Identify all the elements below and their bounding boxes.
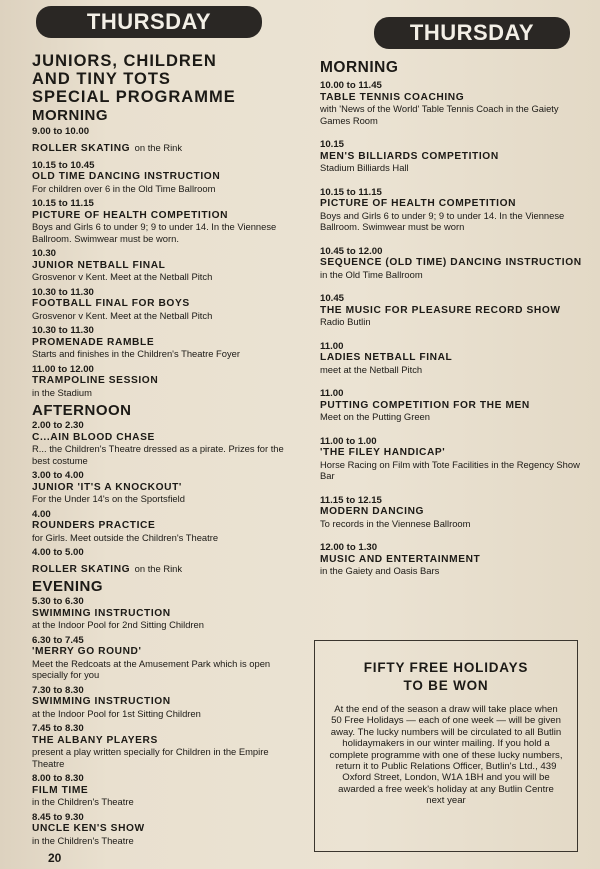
section-heading-morning-right: MORNING bbox=[320, 59, 399, 76]
event-time: 10.30 to 11.30 bbox=[32, 286, 94, 298]
event-item bbox=[32, 248, 294, 283]
event-time: 7.30 to 8.30 bbox=[32, 684, 84, 696]
event-item bbox=[32, 287, 294, 322]
event-time: 9.00 to 10.00 bbox=[32, 126, 90, 137]
event-title: TABLE TENNIS COACHING bbox=[320, 91, 465, 103]
event-title: FOOTBALL FINAL FOR BOYS bbox=[32, 298, 190, 309]
event-item bbox=[32, 420, 294, 466]
prize-title-line: FIFTY FREE HOLIDAYS bbox=[363, 660, 529, 675]
event-title: SWIMMING INSTRUCTION bbox=[32, 607, 171, 619]
event-time: 10.45 to 12.00 bbox=[320, 245, 383, 257]
event-time: 12.00 to 1.30 bbox=[320, 542, 378, 553]
event-time: 7.45 to 8.30 bbox=[32, 723, 84, 734]
event-title: OLD TIME DANCING INSTRUCTION bbox=[32, 171, 221, 182]
event-inline-desc: on the Rink bbox=[134, 562, 183, 574]
day-banner-left: THURSDAY bbox=[36, 6, 262, 38]
event-item bbox=[32, 325, 294, 360]
event-time: 11.00 to 12.00 bbox=[32, 363, 94, 375]
event-title: TRAMPOLINE SESSION bbox=[32, 375, 159, 386]
event-title: SEQUENCE (OLD TIME) DANCING INSTRUCTION bbox=[320, 257, 582, 268]
event-time: 2.00 to 2.30 bbox=[32, 420, 84, 431]
event-item bbox=[320, 436, 582, 482]
event-description: Meet the Redcoats at the Amusement Park which is open specially for you bbox=[32, 657, 271, 680]
event-title: ROUNDERS PRACTICE bbox=[32, 520, 156, 531]
event-description: with 'News of the World' Table Tennis Coach in the Gaiety Games Room bbox=[320, 103, 559, 126]
event-time: 11.00 to 1.00 bbox=[320, 435, 377, 447]
event-item bbox=[32, 685, 294, 720]
event-description: Boys and Girls 6 to under 9; 9 to under 14. In the Viennese Ballroom. Swimwear must be worn. bbox=[32, 221, 277, 244]
event-title: JUNIOR NETBALL FINAL bbox=[32, 259, 166, 271]
event-title: MODERN DANCING bbox=[320, 506, 425, 517]
event-title: SWIMMING INSTRUCTION bbox=[32, 696, 171, 707]
event-item bbox=[32, 596, 294, 631]
prize-title-line: TO BE WON bbox=[403, 678, 489, 693]
prize-title bbox=[329, 659, 563, 695]
event-item bbox=[320, 139, 582, 174]
event-title: MUSIC AND ENTERTAINMENT bbox=[320, 553, 481, 565]
event-description: in the Children's Theatre bbox=[32, 834, 134, 846]
event-description: Grosvenor v Kent. Meet at the Netball Pitch bbox=[32, 271, 213, 282]
event-list-evening bbox=[32, 596, 294, 850]
event-time: 10.00 to 11.45 bbox=[320, 80, 382, 91]
event-list-morning bbox=[32, 126, 294, 402]
event-time: 10.15 bbox=[320, 139, 345, 150]
event-time: 6.30 to 7.45 bbox=[32, 634, 84, 646]
section-heading-morning: MORNING bbox=[32, 107, 108, 124]
event-description: Meet on the Putting Green bbox=[320, 411, 430, 422]
event-item bbox=[32, 160, 294, 195]
event-list-right bbox=[320, 80, 582, 581]
event-time: 10.15 to 11.15 bbox=[32, 198, 94, 209]
day-banner-right: THURSDAY bbox=[374, 17, 570, 49]
event-description: in the Children's Theatre bbox=[32, 796, 134, 807]
event-time: 10.15 to 11.15 bbox=[320, 186, 382, 198]
section-heading-afternoon: AFTERNOON bbox=[32, 402, 132, 419]
event-description: for Girls. Meet outside the Children's Theatre bbox=[32, 531, 219, 543]
event-title: THE MUSIC FOR PLEASURE RECORD SHOW bbox=[320, 304, 561, 316]
prize-body: At the end of the season a draw will take place when 50 Free Holidays — each of one week — will be given away. The lucky numbers will be circulated to all Butlin holidaymakers in our winter mailing. If you hold a complete programme with one of these lucky numbers, return it to Public Relations Officer, Butlin's Ltd., 439 Oxford Street, London, W1A 1BH and you will be awarded a free week's holiday at any Butlin Centre next year bbox=[329, 704, 563, 807]
event-description: Grosvenor v Kent. Meet at the Netball Pitch bbox=[32, 309, 213, 321]
event-description: For children over 6 in the Old Time Ballroom bbox=[32, 182, 216, 194]
event-time: 10.15 to 10.45 bbox=[32, 159, 95, 171]
event-title: PICTURE OF HEALTH COMPETITION bbox=[320, 198, 517, 209]
event-item bbox=[32, 126, 294, 156]
event-title: FILM TIME bbox=[32, 784, 89, 796]
event-item bbox=[320, 187, 582, 233]
event-list-afternoon bbox=[32, 420, 294, 581]
programme-title bbox=[32, 52, 236, 106]
event-time: 11.00 bbox=[320, 388, 344, 399]
prize-box bbox=[314, 640, 578, 852]
event-title: LADIES NETBALL FINAL bbox=[320, 352, 453, 363]
title-line: SPECIAL PROGRAMME bbox=[32, 88, 236, 106]
event-item bbox=[320, 495, 582, 530]
event-description: at the Indoor Pool for 2nd Sitting Children bbox=[32, 619, 204, 630]
event-item bbox=[32, 773, 294, 808]
event-item bbox=[32, 812, 294, 847]
event-time: 8.00 to 8.30 bbox=[32, 773, 84, 784]
event-item bbox=[32, 509, 294, 544]
event-time: 4.00 bbox=[32, 508, 51, 520]
event-time: 10.30 to 11.30 bbox=[32, 325, 94, 336]
event-title: 'THE FILEY HANDICAP' bbox=[320, 447, 446, 458]
event-time: 8.45 to 9.30 bbox=[32, 811, 84, 823]
title-line: JUNIORS, CHILDREN bbox=[32, 52, 217, 70]
event-title: C...AIN BLOOD CHASE bbox=[32, 431, 155, 443]
event-description: in the Gaiety and Oasis Bars bbox=[320, 565, 440, 576]
event-time: 11.00 bbox=[320, 340, 344, 352]
event-inline-desc: on the Rink bbox=[134, 141, 183, 153]
event-title: UNCLE KEN'S SHOW bbox=[32, 823, 145, 834]
event-time: 5.30 to 6.30 bbox=[32, 596, 84, 607]
event-time: 10.30 bbox=[32, 248, 57, 259]
event-time: 10.45 bbox=[320, 293, 345, 304]
section-heading-evening: EVENING bbox=[32, 578, 104, 595]
event-description: R... the Children's Theatre dressed as a pirate. Prizes for the best costume bbox=[32, 443, 284, 466]
event-item bbox=[32, 723, 294, 769]
event-description: Horse Racing on Film with Tote Facilities in the Regency Show Bar bbox=[320, 458, 580, 481]
event-item bbox=[320, 388, 582, 423]
event-item bbox=[320, 542, 582, 577]
event-title: MEN'S BILLIARDS COMPETITION bbox=[320, 150, 499, 162]
event-item bbox=[32, 470, 294, 505]
event-description: Boys and Girls 6 to under 9; 9 to under 14. In the Viennese Ballroom. Swimwear must be worn bbox=[320, 209, 565, 232]
event-description: at the Indoor Pool for 1st Sitting Children bbox=[32, 707, 201, 719]
event-title: THE ALBANY PLAYERS bbox=[32, 734, 158, 746]
event-title: JUNIOR 'IT'S A KNOCKOUT' bbox=[32, 481, 182, 493]
event-title: PICTURE OF HEALTH COMPETITION bbox=[32, 209, 229, 221]
event-title: 'MERRY GO ROUND' bbox=[32, 646, 142, 657]
event-description: in the Stadium bbox=[32, 386, 92, 398]
title-line: AND TINY TOTS bbox=[32, 70, 171, 88]
event-description: Starts and finishes in the Children's Theatre Foyer bbox=[32, 348, 240, 359]
event-description: Radio Butlin bbox=[320, 316, 371, 327]
event-item bbox=[320, 246, 582, 281]
event-item bbox=[32, 547, 294, 577]
event-title: ROLLER SKATING bbox=[32, 142, 131, 154]
event-item bbox=[32, 364, 294, 399]
event-title: ROLLER SKATING bbox=[32, 563, 131, 575]
event-item bbox=[320, 293, 582, 328]
event-item bbox=[32, 635, 294, 681]
event-description: Stadium Billiards Hall bbox=[320, 162, 409, 173]
event-description: meet at the Netball Pitch bbox=[320, 363, 423, 375]
event-item bbox=[320, 80, 582, 126]
event-description: For the Under 14's on the Sportsfield bbox=[32, 493, 185, 504]
event-title: PROMENADE RAMBLE bbox=[32, 336, 155, 348]
event-item bbox=[320, 341, 582, 376]
event-time: 11.15 to 12.15 bbox=[320, 494, 382, 506]
page-number: 20 bbox=[48, 851, 62, 865]
event-description: present a play written specially for Children in the Empire Theatre bbox=[32, 746, 269, 769]
event-description: in the Old Time Ballroom bbox=[320, 268, 423, 280]
event-item bbox=[32, 198, 294, 244]
event-time: 4.00 to 5.00 bbox=[32, 547, 84, 558]
event-time: 3.00 to 4.00 bbox=[32, 470, 84, 481]
event-description: To records in the Viennese Ballroom bbox=[320, 517, 471, 529]
event-title: PUTTING COMPETITION FOR THE MEN bbox=[320, 399, 530, 411]
